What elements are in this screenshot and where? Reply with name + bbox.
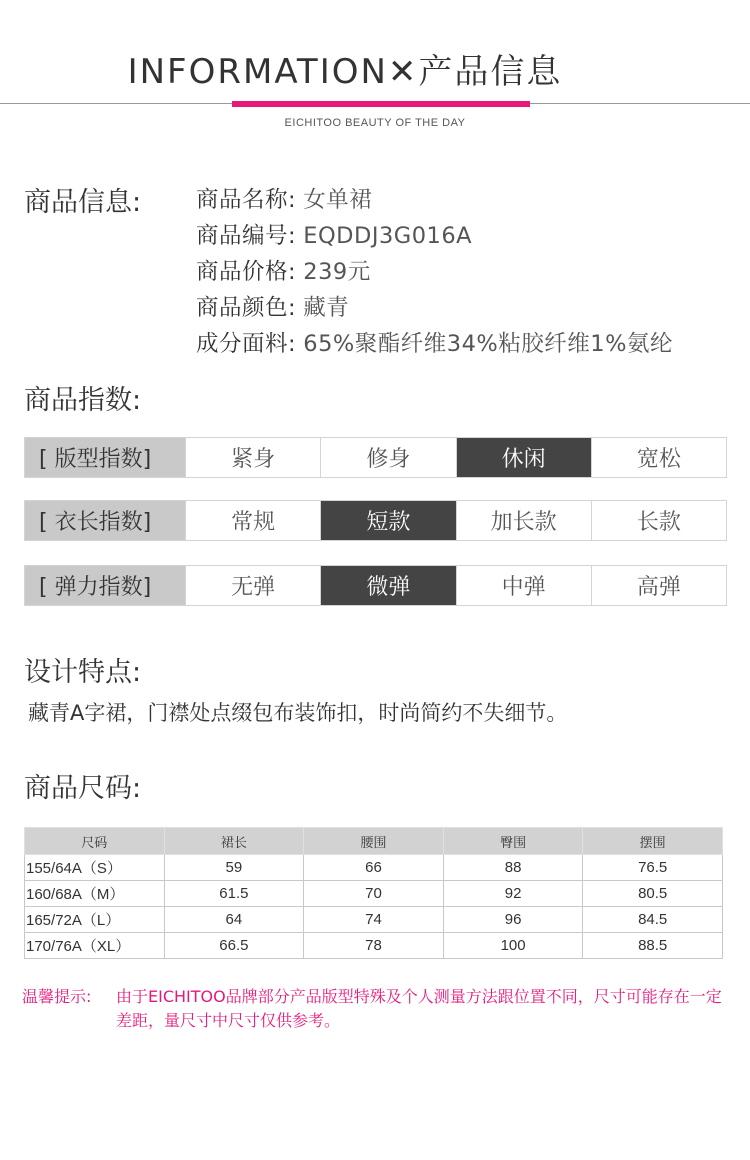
table-cell: 88.5 <box>583 933 723 959</box>
info-label: 成分面料: <box>196 331 297 357</box>
info-row-code <box>196 221 472 251</box>
index-option: 高弹 <box>591 566 726 605</box>
table-cell: 155/64A（S） <box>25 855 165 881</box>
table-cell: 96 <box>443 907 583 933</box>
note-text: 由于EICHITOO品牌部分产品版型特殊及个人测量方法跟位置不同，尺寸可能存在一定差距，量尺寸中尺寸仅供参考。 <box>116 987 722 1030</box>
table-cell: 165/72A（L） <box>25 907 165 933</box>
page-title: INFORMATION✕产品信息 <box>127 52 563 92</box>
column-header: 腰围 <box>304 828 444 855</box>
table-row <box>25 933 723 959</box>
table-cell: 64 <box>164 907 304 933</box>
info-row-material <box>196 329 673 359</box>
table-cell: 78 <box>304 933 444 959</box>
info-label: 商品名称: <box>196 187 297 213</box>
elasticity-index-row <box>24 565 727 606</box>
info-label: 商品价格: <box>196 259 297 285</box>
index-label: [ 弹力指数] <box>25 566 185 605</box>
size-table <box>24 827 723 959</box>
table-row <box>25 907 723 933</box>
index-option-selected: 短款 <box>320 501 455 540</box>
table-cell: 61.5 <box>164 881 304 907</box>
table-cell: 160/68A（M） <box>25 881 165 907</box>
table-cell: 74 <box>304 907 444 933</box>
product-index-heading: 商品指数: <box>24 385 142 416</box>
table-row <box>25 855 723 881</box>
info-value: 藏青 <box>303 295 350 321</box>
info-value: 239元 <box>303 259 371 285</box>
info-label: 商品编号: <box>196 223 297 249</box>
index-option: 长款 <box>591 501 726 540</box>
table-cell: 100 <box>443 933 583 959</box>
info-value: 女单裙 <box>303 187 373 213</box>
info-row-name <box>196 185 372 215</box>
table-row <box>25 881 723 907</box>
table-cell: 76.5 <box>583 855 723 881</box>
index-option: 紧身 <box>185 438 320 477</box>
table-cell: 170/76A（XL） <box>25 933 165 959</box>
info-row-color <box>196 293 349 323</box>
info-value: EQDDJ3G016A <box>303 223 473 249</box>
index-option: 宽松 <box>591 438 726 477</box>
size-note <box>22 985 728 1033</box>
column-header: 摆围 <box>583 828 723 855</box>
info-label: 商品颜色: <box>196 295 297 321</box>
table-cell: 80.5 <box>583 881 723 907</box>
index-option: 中弹 <box>456 566 591 605</box>
table-header-row <box>25 828 723 855</box>
product-info-heading: 商品信息: <box>24 187 142 218</box>
table-cell: 88 <box>443 855 583 881</box>
index-label: [ 版型指数] <box>25 438 185 477</box>
note-label: 温馨提示: <box>22 987 92 1006</box>
info-value: 65%聚酯纤维34%粘胶纤维1%氨纶 <box>303 331 673 357</box>
index-option-selected: 微弹 <box>320 566 455 605</box>
length-index-row <box>24 500 727 541</box>
table-cell: 59 <box>164 855 304 881</box>
info-row-price <box>196 257 371 287</box>
table-cell: 70 <box>304 881 444 907</box>
index-option: 无弹 <box>185 566 320 605</box>
index-option-selected: 休闲 <box>456 438 591 477</box>
design-heading: 设计特点: <box>24 657 142 688</box>
design-description: 藏青A字裙，门襟处点缀包布装饰扣，时尚简约不失细节。 <box>28 701 568 725</box>
index-option: 修身 <box>320 438 455 477</box>
index-option: 加长款 <box>456 501 591 540</box>
fit-index-row <box>24 437 727 478</box>
index-label: [ 衣长指数] <box>25 501 185 540</box>
header-subtitle: EICHITOO BEAUTY OF THE DAY <box>284 117 466 129</box>
table-cell: 84.5 <box>583 907 723 933</box>
column-header: 裙长 <box>164 828 304 855</box>
table-cell: 92 <box>443 881 583 907</box>
index-option: 常规 <box>185 501 320 540</box>
column-header: 臀围 <box>443 828 583 855</box>
header-accent-bar <box>232 101 530 107</box>
column-header: 尺码 <box>25 828 165 855</box>
size-chart-heading: 商品尺码: <box>24 773 142 804</box>
table-cell: 66.5 <box>164 933 304 959</box>
table-cell: 66 <box>304 855 444 881</box>
